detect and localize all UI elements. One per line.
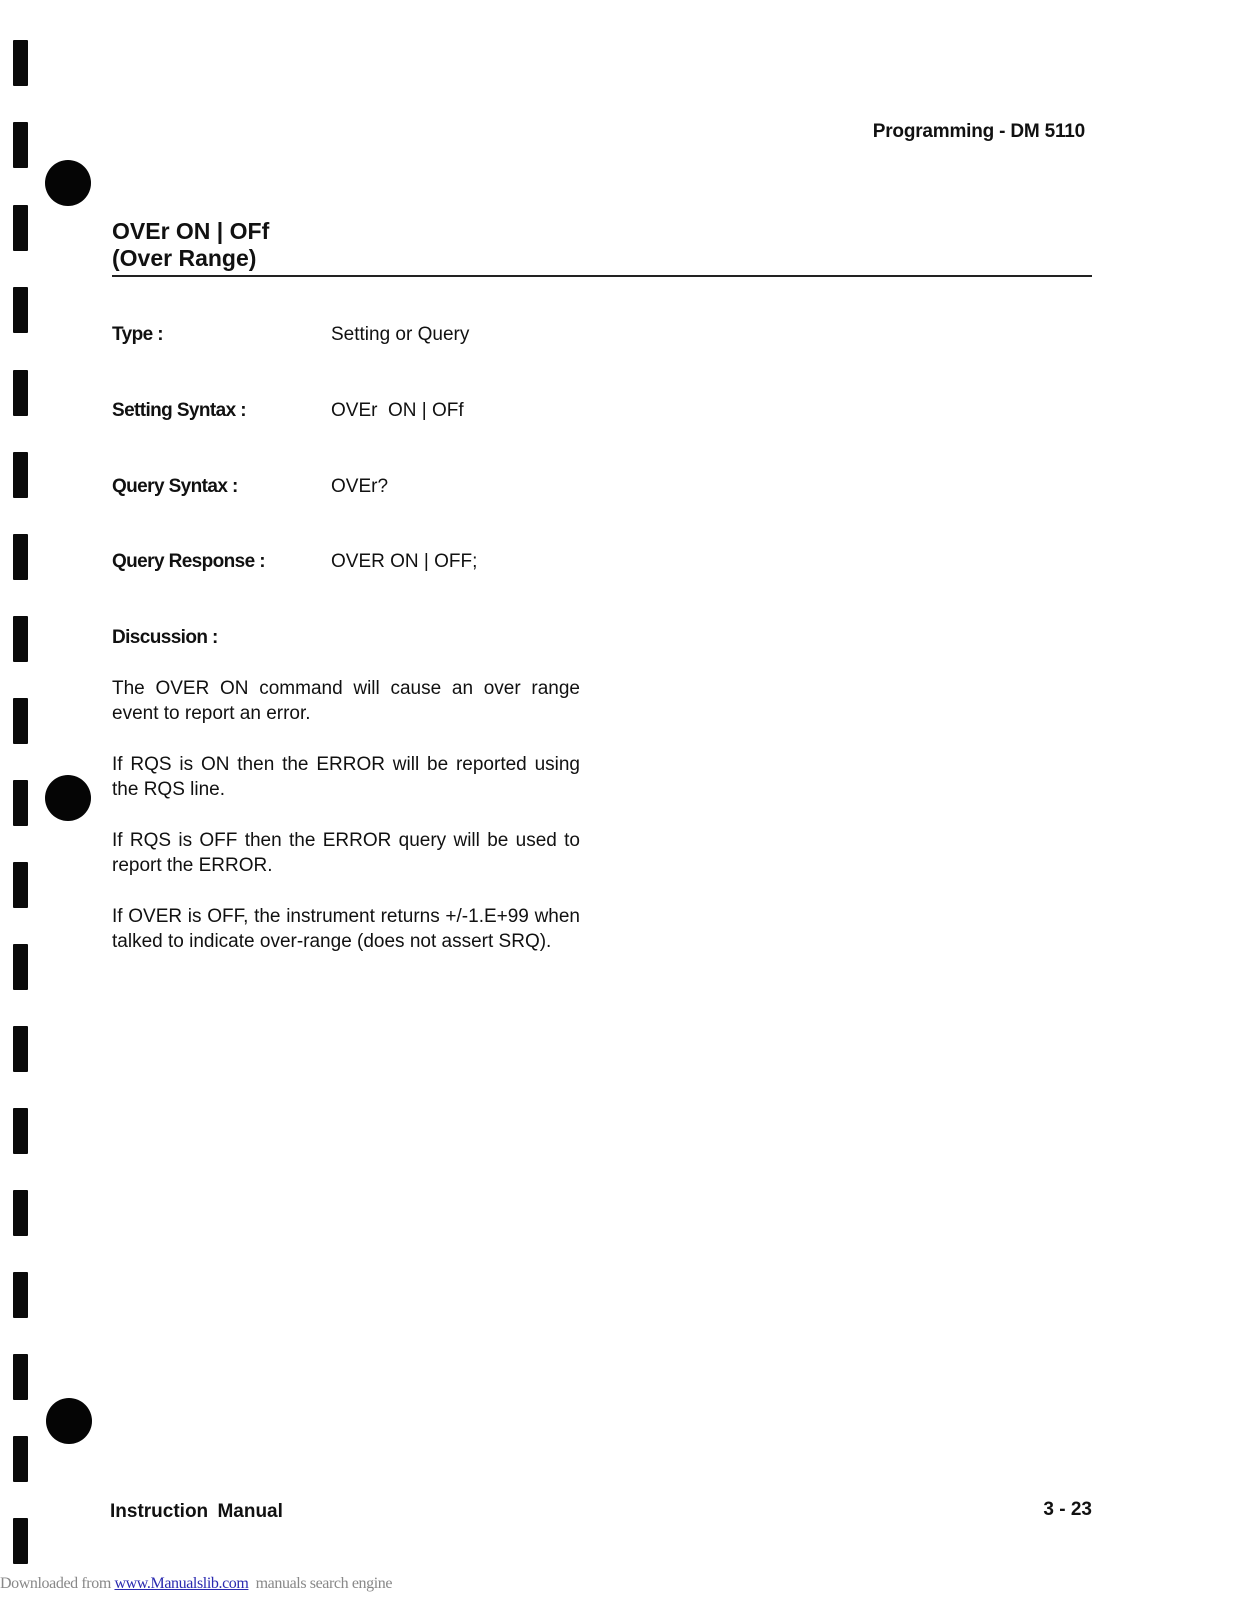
- page-header: Programming - DM 5110: [872, 121, 1085, 142]
- download-note: [0, 1575, 392, 1593]
- binder-mark: [13, 1354, 28, 1400]
- page-number: 3 - 23: [1043, 1499, 1092, 1520]
- binder-mark: [13, 122, 28, 168]
- discussion-paragraph: If RQS is OFF then the ERROR query will be used to report the ERROR.: [112, 830, 580, 876]
- discussion-heading: Discussion :: [112, 627, 218, 648]
- binder-mark: [13, 40, 28, 86]
- binder-mark: [13, 1108, 28, 1154]
- binder-mark: [13, 287, 28, 333]
- section-title-description: (Over Range): [112, 245, 257, 271]
- binder-mark: [13, 780, 28, 826]
- binder-mark: [13, 1026, 28, 1072]
- discussion-paragraph: If OVER is OFF, the instrument returns +/-1.E+99 when talked to indicate over-range (does not assert SRQ).: [112, 906, 580, 952]
- binder-mark: [13, 1518, 28, 1564]
- query-response-value: OVER ON | OFF;: [331, 551, 478, 572]
- binder-mark: [13, 205, 28, 251]
- setting-syntax-label: Setting Syntax :: [112, 400, 246, 421]
- binder-mark: [13, 1436, 28, 1482]
- section-title: [112, 218, 269, 272]
- footer-manual-title: Instruction Manual: [110, 1501, 283, 1522]
- binder-mark: [13, 370, 28, 416]
- binder-mark: [13, 534, 28, 580]
- section-title-command: OVEr ON | OFf: [112, 218, 270, 244]
- binder-mark: [13, 452, 28, 498]
- binder-mark: [13, 698, 28, 744]
- type-value: Setting or Query: [331, 324, 470, 345]
- punch-hole: [46, 1398, 92, 1444]
- discussion-paragraph: If RQS is ON then the ERROR will be reported using the RQS line.: [112, 754, 580, 800]
- type-label: Type :: [112, 324, 163, 345]
- title-rule: [112, 275, 1092, 277]
- setting-syntax-value: OVEr ON | OFf: [331, 400, 464, 421]
- binder-mark: [13, 616, 28, 662]
- download-prefix: Downloaded from: [0, 1575, 115, 1592]
- manualslib-link[interactable]: www.Manualslib.com: [114, 1575, 249, 1592]
- punch-hole: [45, 160, 91, 206]
- punch-hole: [45, 775, 91, 821]
- discussion-paragraph: The OVER ON command will cause an over range event to report an error.: [112, 678, 580, 724]
- download-suffix: manuals search engine: [248, 1575, 393, 1592]
- binder-mark: [13, 1272, 28, 1318]
- query-response-label: Query Response :: [112, 551, 266, 572]
- binder-mark: [13, 1190, 28, 1236]
- binder-mark: [13, 862, 28, 908]
- query-syntax-label: Query Syntax :: [112, 476, 238, 497]
- query-syntax-value: OVEr?: [331, 476, 389, 497]
- binder-mark: [13, 944, 28, 990]
